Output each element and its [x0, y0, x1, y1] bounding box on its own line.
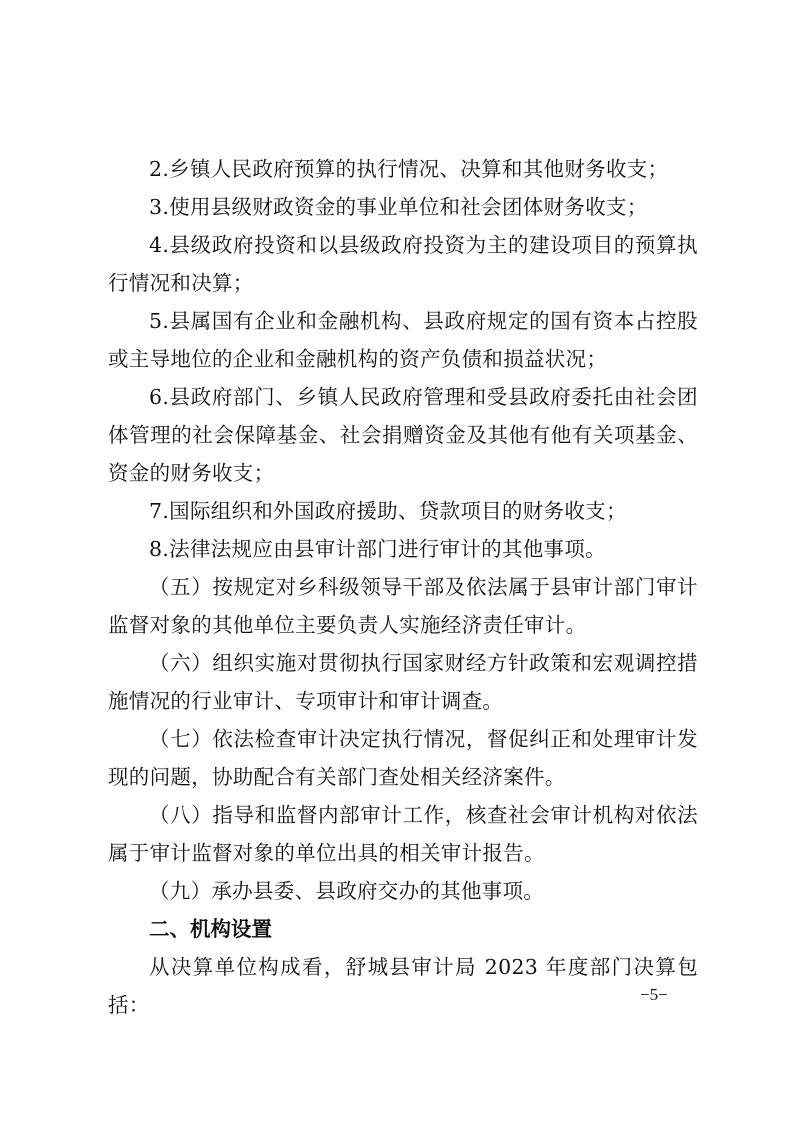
page-number: −5−	[640, 985, 668, 1004]
duty-item-7: （七）依法检查审计决定执行情况，督促纠正和处理审计发现的问题，协助配合有关部门查处相关经济案件。	[108, 727, 698, 789]
list-item-3: 3.使用县级财政资金的事业单位和社会团体财务收支；	[149, 195, 648, 219]
list-item-7: 7.国际组织和外国政府援助、贷款项目的财务收支；	[149, 499, 627, 523]
list-item-8: 8.法律法规应由县审计部门进行审计的其他事项。	[149, 537, 606, 561]
duty-item-8: （八）指导和监督内部审计工作，核查社会审计机构对依法属于审计监督对象的单位出具的相关审计报告。	[108, 803, 698, 865]
duty-item-9: （九）承办县委、县政府交办的其他事项。	[149, 879, 545, 903]
document-body	[108, 150, 698, 1024]
list-item-5: 5.县属国有企业和金融机构、县政府规定的国有资本占控股或主导地位的企业和金融机构的资产负债和损益状况；	[108, 309, 698, 371]
list-item-4: 4.县级政府投资和以县级政府投资为主的建设项目的预算执行情况和决算；	[108, 233, 698, 295]
section-heading: 二、机构设置	[149, 917, 272, 941]
list-item-6: 6.县政府部门、乡镇人民政府管理和受县政府委托由社会团体管理的社会保障基金、社会捐赠资金及其他有他有关项基金、资金的财务收支；	[108, 385, 698, 485]
list-item-2: 2.乡镇人民政府预算的执行情况、决算和其他财务收支；	[149, 157, 669, 181]
closing-paragraph: 从决算单位构成看，舒城县审计局 2023 年度部门决算包括：	[108, 955, 698, 1017]
duty-item-6: （六）组织实施对贯彻执行国家财经方针政策和宏观调控措施情况的行业审计、专项审计和审计调查。	[108, 651, 698, 713]
duty-item-5: （五）按规定对乡科级领导干部及依法属于县审计部门审计监督对象的其他单位主要负责人实施经济责任审计。	[108, 575, 698, 637]
